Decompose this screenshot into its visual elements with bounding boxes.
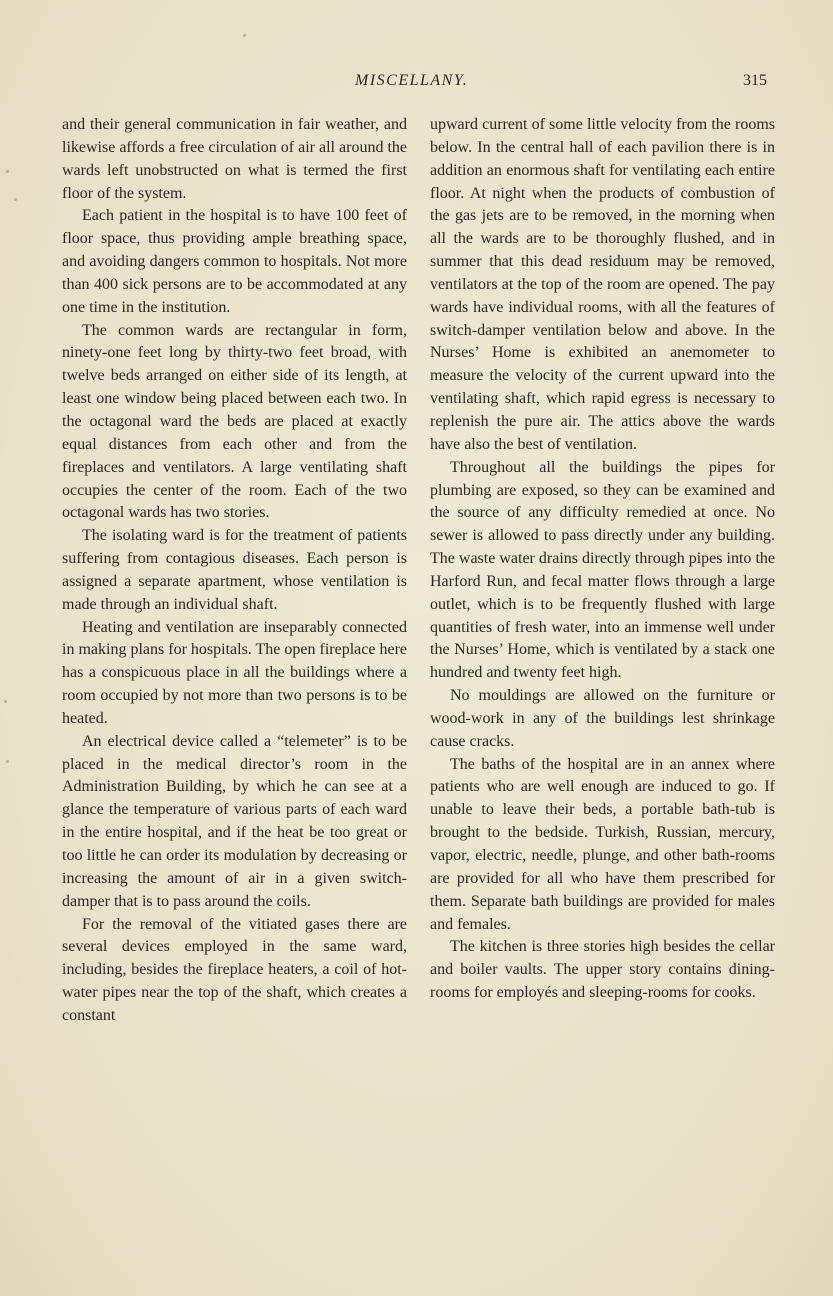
paragraph: For the removal of the vitiated gases there are several devices employed in the same ward, including, besides the fireplace heaters, a coil of hot-water pipes near the top of the shaft, which creates a constant [62,915,407,1024]
paragraph: The isolating ward is for the treatment of patients suffering from contagious diseases. Each person is assigned a separate apartment, whose ventilation is made through an individual shaft. [62,527,407,613]
paragraph: No mouldings are allowed on the furniture or wood-work in any of the buildings lest shrinkage cause cracks. [430,687,775,750]
paragraph: The baths of the hospital are in an annex where patients who are well enough are induced to go. If unable to leave their beds, a portable bath-tub is brought to the bedside. Turkish, Russian, mercury, vapor, electric, needle, plunge, and other bath-rooms are provided for all who have them prescribed for them. Separate bath buildings are provided for males and females. [430,755,775,933]
paper-speck [243,34,246,37]
paper-speck [6,170,9,173]
paragraph: An electrical device called a “telemeter” is to be placed in the medical director’s room in the Administration Building, by which he can see at a glance the temperature of various parts of each ward in the entire hospital, and if the heat be too great or too little he can order its modulation by decreasing or increasing the amount of air in a given switch-damper that is to pass around the coils. [62,732,407,910]
right-column [430,114,775,1005]
paper-speck [4,700,7,703]
paragraph: Throughout all the buildings the pipes for plumbing are exposed, so they can be examined and the source of any difficulty remedied at once. No sewer is allowed to pass directly under any building. The waste water drains directly through pipes into the Harford Run, and fecal matter flows through a large outlet, which is to be frequently flushed with large quantities of fresh water, into an immense well under the Nurses’ Home, which is ventilated by a stack one hundred and twenty feet high. [430,458,775,682]
paper-speck [6,760,9,763]
left-column [62,114,407,1028]
paper-speck [14,198,17,201]
running-head: MISCELLANY. [355,72,469,89]
page-number: 315 [743,72,767,89]
paragraph: Each patient in the hospital is to have 100 feet of floor space, thus providing ample breathing space, and avoiding dangers common to hospitals. Not more than 400 sick persons are to be accommodated at any one time in the institution. [62,207,407,316]
paragraph: The common wards are rectangular in form, ninety-one feet long by thirty-two feet broad, with twelve beds arranged on either side of its length, at least one window being placed between each two. In the octagonal ward the beds are placed at exactly equal distances from each other and from the fireplaces and ventilators. A large ventilating shaft occupies the center of the room. Each of the two octagonal wards has two stories. [62,321,407,522]
paragraph: The kitchen is three stories high besides the cellar and boiler vaults. The upper story contains dining-rooms for employés and sleeping-rooms for cooks. [430,938,775,1002]
paragraph: Heating and ventilation are inseparably connected in making plans for hospitals. The open fireplace here has a conspicuous place in all the buildings where a room occupied by not more than two persons is to be heated. [62,618,407,727]
paragraph: upward current of some little velocity from the rooms below. In the central hall of each pavilion there is in addition an enormous shaft for ventilating each entire floor. At night when the products of combustion of the gas jets are to be removed, in the morning when all the wards are to be thoroughly flushed, and in summer that this dead residuum may be removed, ventilators at the top of the room are opened. The pay wards have individual rooms, with all the features of switch-damper ventilation below and above. In the Nurses’ Home is exhibited an anemometer to measure the velocity of the current upward into the ventilating shaft, which rapid egress is necessary to replenish the pure air. The attics above the wards have also the best of ventilation. [430,116,775,453]
paragraph: and their general communication in fair weather, and likewise affords a free circulation of air all around the wards left unobstructed on what is termed the first floor of the system. [62,116,407,202]
